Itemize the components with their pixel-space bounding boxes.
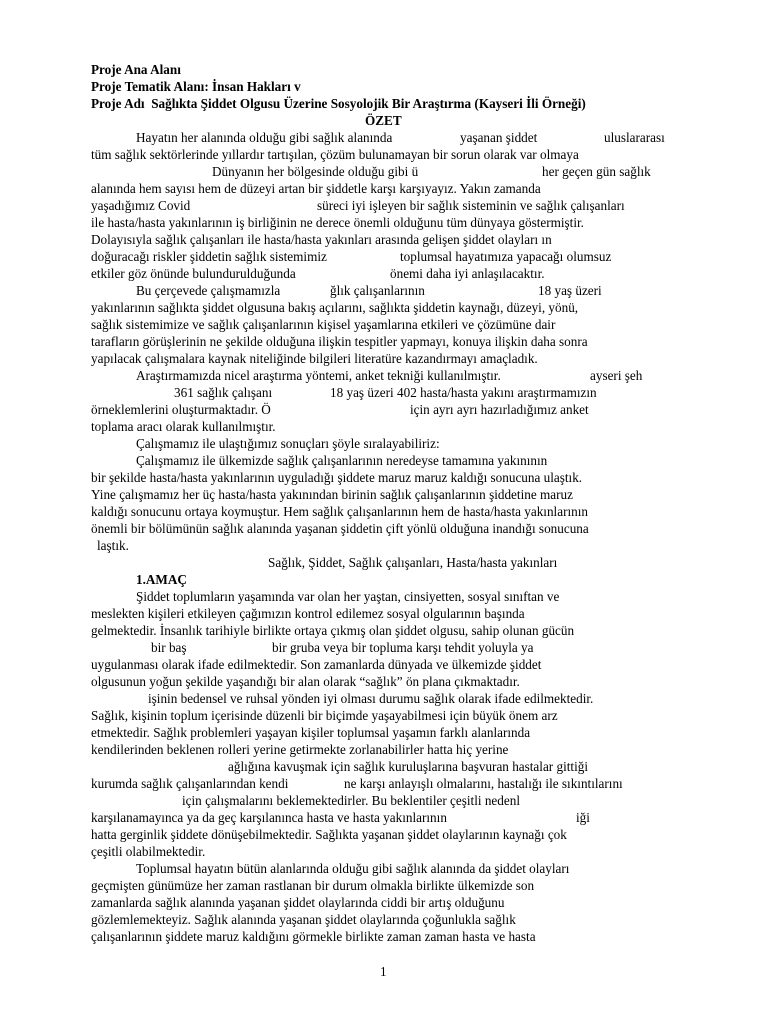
ozet-line-9a: etkiler göz önünde bulundurulduğunda [91,266,296,281]
ozet-line-5a: yaşadığımız Covid [91,198,191,213]
ozet-line-14: yapılacak çalışmalara kaynak niteliğinde bilgileri literatüre kazandırmayı amaçladık. [91,351,538,366]
amac-line-12a: kurumda sağlık çalışanlarından kendi [91,776,289,791]
ozet-line-16a: 361 sağlık çalışanı [174,385,273,400]
amac-line-4a: bir baş [151,640,187,655]
amac-line-8: Sağlık, kişinin toplum içerisinde düzenli bir biçimde yaşayabilmesi için büyük önem arz [91,708,558,723]
ozet-line-19: Çalışmamız ile ulaştığımız sonuçları şöyle sıralayabiliriz: [136,436,440,451]
amac-line-10: kendilerinden beklenen rolleri yerine getirmekte zorlanabilirler hatta hiç yerine [91,742,509,757]
project-name: Proje Adı Sağlıkta Şiddet Olgusu Üzerine Sosyolojik Bir Araştırma (Kayseri İli Örneği) [91,96,586,111]
project-thematic-area: Proje Tematik Alanı: İnsan Hakları v [91,79,301,94]
amac-line-19: zamanlarda sağlık alanında yaşanan şiddet olaylarında ciddi bir artış olduğunu [91,895,505,910]
ozet-line-1b: yaşanan şiddet [460,130,538,145]
ozet-line-17b: için ayrı ayrı hazırladığımız anket [410,402,589,417]
ozet-line-22: Yine çalışmamız her üç hasta/hasta yakınından birinin sağlık çalışanlarının şiddetine maruz [91,487,573,502]
ozet-line-1c: uluslararası [604,130,665,145]
amac-line-9: etmektedir. Sağlık problemleri yaşayan kişiler toplumsal yaşamın farklı alanlarında [91,725,531,740]
amac-line-12b: ne karşı anlayışlı olmalarını, hastalığı ile sıkıntılarını [344,776,623,791]
amac-line-6: olgusunun yoğun şekilde yaşandığı bir alan olarak “sağlık” ön plana çıkmaktadır. [91,674,520,689]
amac-line-5: uygulanması olarak ifade edilmektedir. Son zamanlarda dünyada ve ülkemizde şiddet [91,657,542,672]
amac-line-4b: bir gruba veya bir topluma karşı tehdit yoluyla ya [272,640,534,655]
amac-line-7: işinin bedensel ve ruhsal yönden iyi olması durumu sağlık olarak ifade edilmektedir. [148,691,594,706]
ozet-line-17a: örneklemlerini oluşturmaktadır. Ö [91,402,271,417]
amac-line-14b: iği [576,810,590,825]
amac-line-16: çeşitli olabilmektedir. [91,844,206,859]
amac-line-14a: karşılanamayınca ya da geç karşılanınca hasta ve hasta yakınlarının [91,810,447,825]
ozet-line-1a: Hayatın her alanında olduğu gibi sağlık alanında [136,130,393,145]
amac-line-1: Şiddet toplumların yaşamında var olan her yaştan, cinsiyetten, sosyal sınıftan ve [136,589,560,604]
ozet-line-13: tarafların görüşlerinin ne şekilde olduğuna ilişkin tespitler yapmayı, konuya ilişkin daha sonra [91,334,588,349]
ozet-line-3a: Dünyanın her bölgesinde olduğu gibi ü [212,164,419,179]
ozet-line-15a: Araştırmamızda nicel araştırma yöntemi, anket tekniği kullanılmıştır. [136,368,501,383]
amac-line-17: Toplumsal hayatın bütün alanlarında olduğu gibi sağlık alanında da şiddet olayları [136,861,570,876]
project-main-area: Proje Ana Alanı [91,62,181,77]
amac-line-11: ağlığına kavuşmak için sağlık kuruluşlarına başvuran hastalar gittiği [228,759,589,774]
ozet-line-23: kaldığı sonucunu ortaya koymuştur. Hem sağlık çalışanlarının hem de hasta/hasta yakınlarının [91,504,588,519]
ozet-line-5b: süreci iyi işleyen bir sağlık sisteminin ve sağlık çalışanları [317,198,625,213]
ozet-line-10c: 18 yaş üzeri [538,283,602,298]
ozet-line-20: Çalışmamız ile ülkemizde sağlık çalışanlarının neredeyse tamamına yakınının [136,453,548,468]
amac-line-13: için çalışmalarını beklemektedirler. Bu beklentiler çeşitli nedenl [182,793,520,808]
amac-line-15: hatta gerginlik şiddete dönüşebilmektedir. Sağlıkta yaşanan şiddet olaylarının kaynağı çok [91,827,567,842]
page-number: 1 [380,964,387,979]
ozet-line-4: alanında hem sayısı hem de düzeyi artan bir şiddetle karşı karşıyayız. Yakın zamanda [91,181,541,196]
ozet-title: ÖZET [365,113,402,128]
ozet-line-11: yakınlarının sağlıkta şiddet olgusuna bakış açılarını, sağlıkta şiddetin kaynağı, düzeyi, yönü, [91,300,579,315]
ozet-line-15b: ayseri şeh [590,368,643,383]
keywords: Sağlık, Şiddet, Sağlık çalışanları, Hasta/hasta yakınları [268,555,558,570]
amac-line-21: çalışanlarının şiddete maruz kaldığını görmekle birlikte zaman zaman hasta ve hasta [91,929,536,944]
ozet-line-10b: ğlık çalışanlarının [330,283,425,298]
ozet-line-18: toplama aracı olarak kullanılmıştır. [91,419,276,434]
ozet-line-2: tüm sağlık sektörlerinde yıllardır tartışılan, çözüm bulunamayan bir sorun olarak var olmaya [91,147,579,162]
ozet-line-6: ile hasta/hasta yakınlarının iş birliğinin ne derece önemli olduğunu tüm dünyaya göstermiştir. [91,215,584,230]
ozet-line-21: bir şekilde hasta/hasta yakınlarının uyguladığı şiddete maruz maruz kaldığı sonucuna ulaştık. [91,470,583,485]
ozet-line-24: önemli bir bölümünün sağlık alanında yaşanan şiddetin çift yönlü olduğuna inandığı sonucuna [91,521,589,536]
ozet-line-3b: her geçen gün sağlık [542,164,651,179]
ozet-line-8b: toplumsal hayatımıza yapacağı olumsuz [400,249,612,264]
ozet-line-25: laştık. [97,538,129,553]
amac-line-2: meslekten kişileri etkileyen çağımızın kontrol edilemez sosyal olgularının başında [91,606,525,621]
ozet-line-10a: Bu çerçevede çalışmamızla [136,283,281,298]
amac-line-20: gözlemlemekteyiz. Sağlık alanında yaşanan şiddet olaylarında çoğunlukla sağlık [91,912,516,927]
ozet-line-12: sağlık sistemimize ve sağlık çalışanlarının kişisel yaşamlarına etkileri ve çözümüne dair [91,317,556,332]
amac-title: 1.AMAÇ [136,572,187,587]
ozet-line-9b: önemi daha iyi anlaşılacaktır. [390,266,545,281]
amac-line-18: geçmişten günümüze her zaman rastlanan bir durum olmakla birlikte ülkemizde son [91,878,535,893]
amac-line-3: gelmektedir. İnsanlık tarihiyle birlikte ortaya çıkmış olan şiddet olgusu, sahip olunan gücün [91,623,575,638]
ozet-line-7: Dolayısıyla sağlık çalışanları ile hasta/hasta yakınları arasında gelişen şiddet olayları ın [91,232,552,247]
ozet-line-16b: 18 yaş üzeri 402 hasta/hasta yakını araştırmamızın [330,385,597,400]
ozet-line-8a: doğuracağı riskler şiddetin sağlık sistemimiz [91,249,327,264]
